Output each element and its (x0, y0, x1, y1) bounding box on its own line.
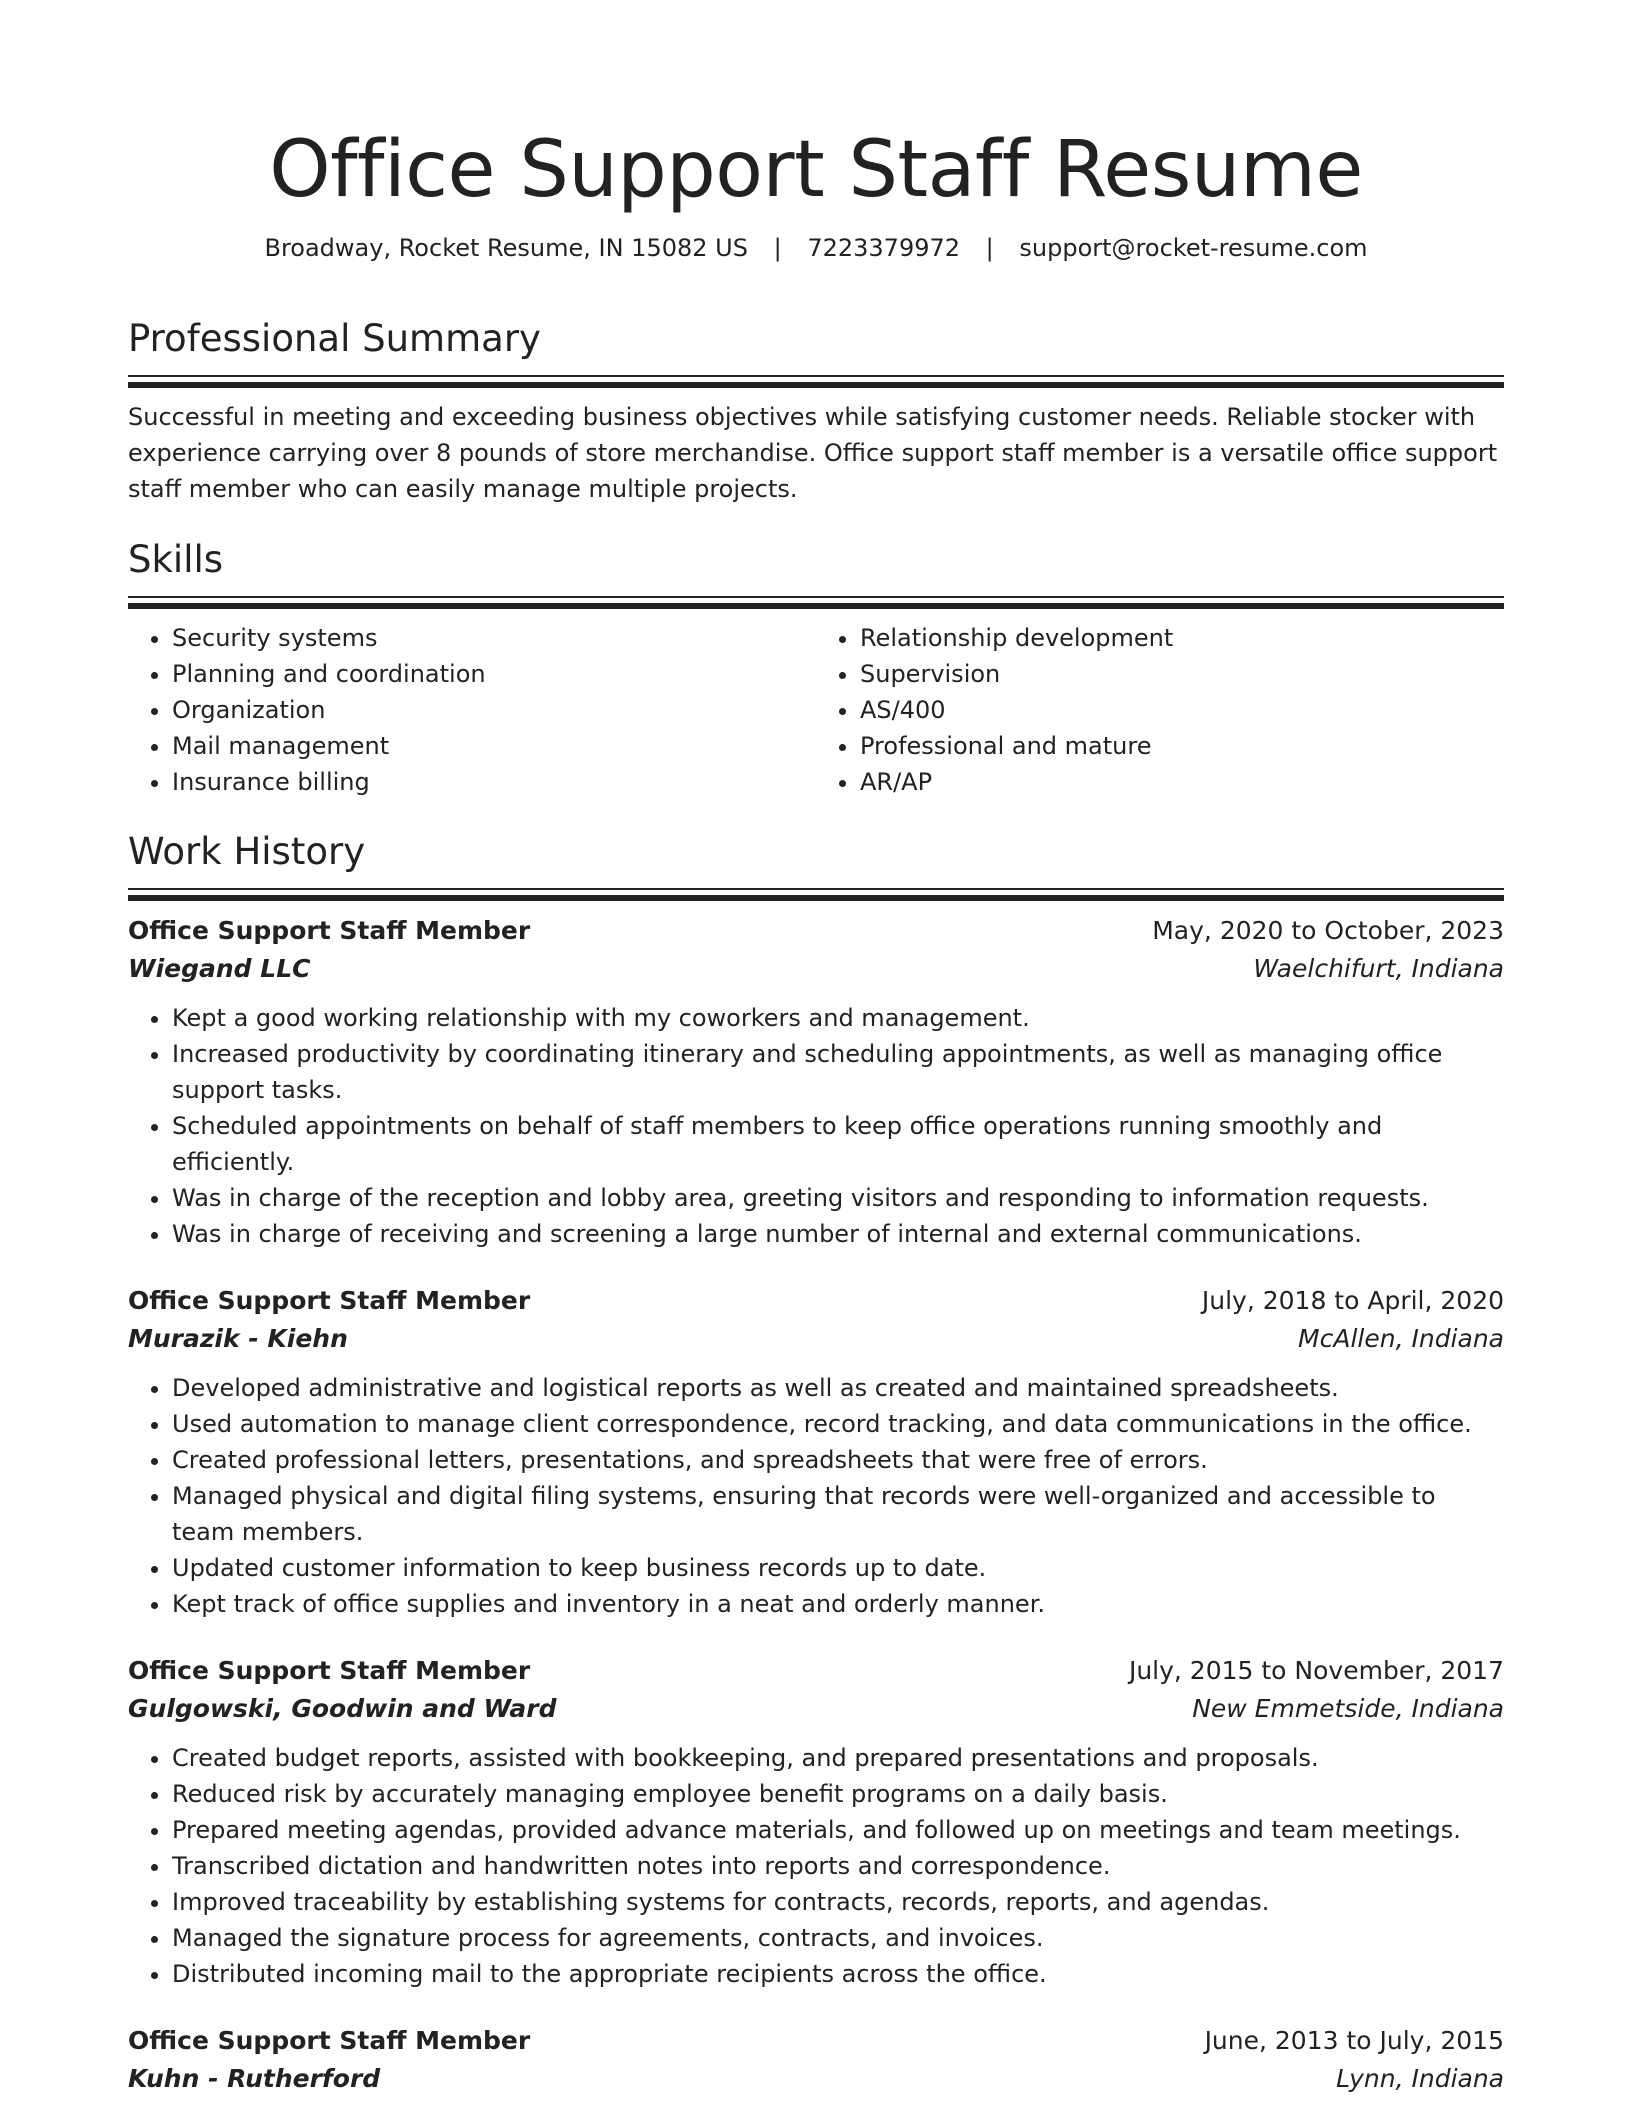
job-location: Waelchifurt, Indiana (1253, 954, 1504, 983)
job-title: Office Support Staff Member (128, 916, 531, 945)
duty-item: • Prepared meeting agendas, provided advance materials, and followed up on meetings and team meetings. (172, 1812, 1504, 1848)
job-company: Kuhn - Rutherford (128, 2064, 381, 2093)
duty-item: • Developed administrative and logistical reports as well as created and maintained spreadsheets. (172, 1370, 1504, 1406)
job-header-row (128, 2022, 1504, 2060)
contact-address: Broadway, Rocket Resume, IN 15082 US (264, 234, 748, 262)
contact-phone: 7223379972 (807, 234, 961, 262)
skill-item: • Insurance billing (172, 764, 816, 800)
job-title: Office Support Staff Member (128, 1286, 531, 1315)
summary-heading: Professional Summary (128, 317, 541, 360)
job-duties (128, 1370, 1504, 1622)
skill-item: • Security systems (172, 620, 816, 656)
job-dates: July, 2018 to April, 2020 (1201, 1286, 1504, 1315)
duty-item: • Kept a good working relationship with my coworkers and management. (172, 1000, 1504, 1036)
section-divider (128, 888, 1504, 902)
job-subheader-row (128, 2060, 1504, 2098)
duty-item: • Kept track of office supplies and inventory in a neat and orderly manner. (172, 1586, 1504, 1622)
skill-item: • Supervision (860, 656, 1504, 692)
job-subheader-row (128, 1320, 1504, 1358)
duty-item: • Distributed incoming mail to the appropriate recipients across the office. (172, 1956, 1504, 1992)
job-company: Wiegand LLC (128, 954, 311, 983)
job-subheader-row (128, 950, 1504, 988)
job-duties (128, 1000, 1504, 1252)
duty-item: • Improved traceability by establishing systems for contracts, records, reports, and agendas. (172, 1884, 1504, 1920)
duty-item: • Created professional letters, presentations, and spreadsheets that were free of errors. (172, 1442, 1504, 1478)
skill-item: • AS/400 (860, 692, 1504, 728)
skills-columns (128, 620, 1504, 800)
skill-item: • Professional and mature (860, 728, 1504, 764)
contact-separator: | (985, 234, 994, 262)
duty-item: • Was in charge of receiving and screening a large number of internal and external communications. (172, 1216, 1504, 1252)
resume-header (0, 0, 1632, 264)
section-divider (128, 596, 1504, 610)
job-dates: July, 2015 to November, 2017 (1128, 1656, 1504, 1685)
contact-email: support@rocket-resume.com (1019, 234, 1368, 262)
job-location: Lynn, Indiana (1336, 2064, 1504, 2093)
skills-list-left (128, 620, 816, 800)
duty-item: • Used automation to manage client correspondence, record tracking, and data communications in the office. (172, 1406, 1504, 1442)
job-duties (128, 1740, 1504, 1992)
job-entry (128, 912, 1504, 1252)
skill-item: • Mail management (172, 728, 816, 764)
duty-item: • Reduced risk by accurately managing employee benefit programs on a daily basis. (172, 1776, 1504, 1812)
job-location: McAllen, Indiana (1298, 1324, 1504, 1353)
duty-item: • Transcribed dictation and handwritten notes into reports and correspondence. (172, 1848, 1504, 1884)
job-header-row (128, 912, 1504, 950)
summary-section (128, 315, 1504, 507)
contact-separator: | (773, 234, 782, 262)
duty-item: • Scheduled appointments on behalf of staff members to keep office operations running smoothly and efficiently. (172, 1108, 1504, 1180)
contact-line (0, 232, 1632, 264)
job-dates: June, 2013 to July, 2015 (1204, 2026, 1504, 2055)
skills-list-right (816, 620, 1504, 800)
job-entry (128, 1282, 1504, 1622)
job-dates: May, 2020 to October, 2023 (1152, 916, 1504, 945)
summary-text: Successful in meeting and exceeding business objectives while satisfying customer needs. Reliable stocker with experience carrying over 8 pounds of store merchandise. Office support staff member is a versatile office support staff member who can easily manage multiple projects. (128, 403, 1498, 503)
job-entry (128, 2022, 1504, 2098)
section-divider (128, 375, 1504, 389)
job-title: Office Support Staff Member (128, 2026, 531, 2055)
duty-item: • Created budget reports, assisted with bookkeeping, and prepared presentations and proposals. (172, 1740, 1504, 1776)
skill-item: • Relationship development (860, 620, 1504, 656)
job-header-row (128, 1652, 1504, 1690)
duty-item: • Was in charge of the reception and lobby area, greeting visitors and responding to information requests. (172, 1180, 1504, 1216)
job-company: Murazik - Kiehn (128, 1324, 348, 1353)
skill-item: • Planning and coordination (172, 656, 816, 692)
job-header-row (128, 1282, 1504, 1320)
job-company: Gulgowski, Goodwin and Ward (128, 1694, 557, 1723)
duty-item: • Managed physical and digital filing systems, ensuring that records were well-organized and accessible to team members. (172, 1478, 1504, 1550)
work-section (128, 828, 1504, 2098)
skill-item: • Organization (172, 692, 816, 728)
duty-item: • Updated customer information to keep business records up to date. (172, 1550, 1504, 1586)
job-title: Office Support Staff Member (128, 1656, 531, 1685)
duty-item: • Increased productivity by coordinating itinerary and scheduling appointments, as well as managing office support tasks. (172, 1036, 1504, 1108)
job-subheader-row (128, 1690, 1504, 1728)
page-title: Office Support Staff Resume (269, 125, 1363, 215)
job-location: New Emmetside, Indiana (1192, 1694, 1504, 1723)
duty-item: • Managed the signature process for agreements, contracts, and invoices. (172, 1920, 1504, 1956)
skill-item: • AR/AP (860, 764, 1504, 800)
job-entry (128, 1652, 1504, 1992)
skills-heading: Skills (128, 538, 224, 581)
work-heading: Work History (128, 830, 366, 873)
resume-body (128, 315, 1504, 2098)
skills-section (128, 536, 1504, 800)
